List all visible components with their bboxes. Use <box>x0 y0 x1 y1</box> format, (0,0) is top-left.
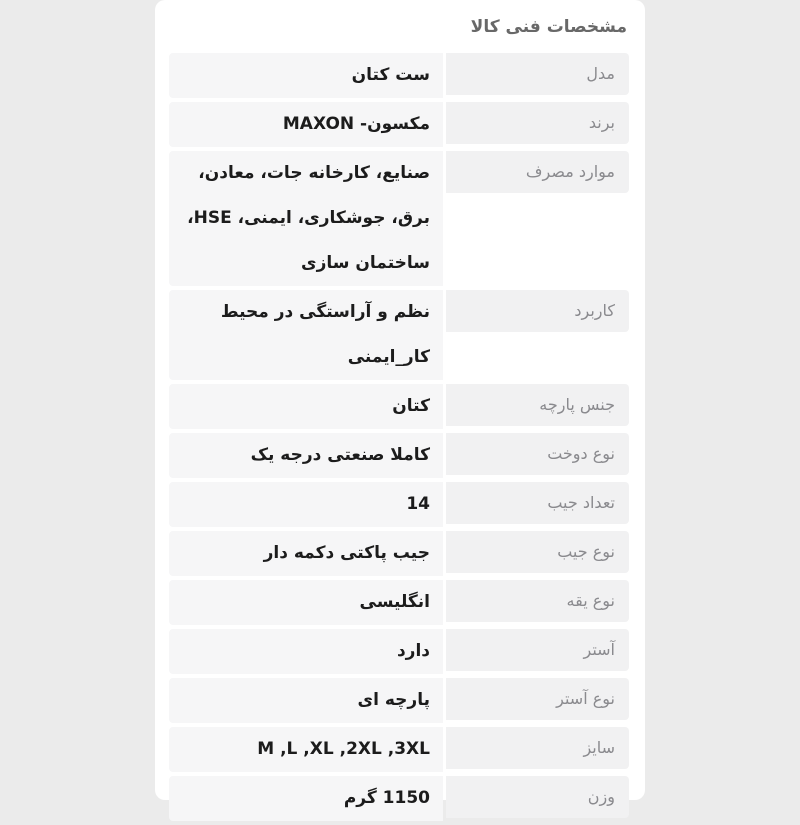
spec-row-usage <box>169 151 629 286</box>
spec-row-application <box>169 290 629 380</box>
specs-table <box>169 53 629 825</box>
spec-value: کتان <box>169 384 443 429</box>
spec-label: نوع جیب <box>446 531 629 573</box>
spec-label: تعداد جیب <box>446 482 629 524</box>
spec-value: M ,L ,XL ,2XL ,3XL <box>169 727 443 772</box>
spec-label: مدل <box>446 53 629 95</box>
spec-label: کاربرد <box>446 290 629 332</box>
spec-row-fabric <box>169 384 629 429</box>
spec-label: موارد مصرف <box>446 151 629 193</box>
spec-row-size <box>169 727 629 772</box>
spec-value: ست کتان <box>169 53 443 98</box>
spec-label: جنس پارچه <box>446 384 629 426</box>
section-title: مشخصات فنی کالا <box>470 17 627 37</box>
spec-row-stitching <box>169 433 629 478</box>
spec-row-pocket-count <box>169 482 629 527</box>
spec-value: 1150 گرم <box>169 776 443 821</box>
spec-row-lining <box>169 629 629 674</box>
spec-row-pocket-type <box>169 531 629 576</box>
spec-value: مکسون- MAXON <box>169 102 443 147</box>
product-specs-card <box>155 0 645 808</box>
spec-value: کاملا صنعتی درجه یک <box>169 433 443 478</box>
spec-label: نوع دوخت <box>446 433 629 475</box>
spec-label: نوع یقه <box>446 580 629 622</box>
spec-value: دارد <box>169 629 443 674</box>
spec-value: انگلیسی <box>169 580 443 625</box>
spec-row-weight <box>169 776 629 821</box>
spec-label: وزن <box>446 776 629 818</box>
spec-row-collar <box>169 580 629 625</box>
spec-row-model <box>169 53 629 98</box>
spec-value: جیب پاکتی دکمه دار <box>169 531 443 576</box>
spec-row-brand <box>169 102 629 147</box>
spec-label: آستر <box>446 629 629 671</box>
spec-label: نوع آستر <box>446 678 629 720</box>
spec-value: نظم و آراستگی در محیط کار_ایمنی <box>169 290 443 380</box>
spec-value: 14 <box>169 482 443 527</box>
spec-row-lining-type <box>169 678 629 723</box>
spec-value: صنایع، کارخانه جات، معادن، برق، جوشکاری، ایمنی، HSE، ساختمان سازی <box>169 151 443 286</box>
spec-label: سایز <box>446 727 629 769</box>
spec-value: پارچه ای <box>169 678 443 723</box>
spec-label: برند <box>446 102 629 144</box>
